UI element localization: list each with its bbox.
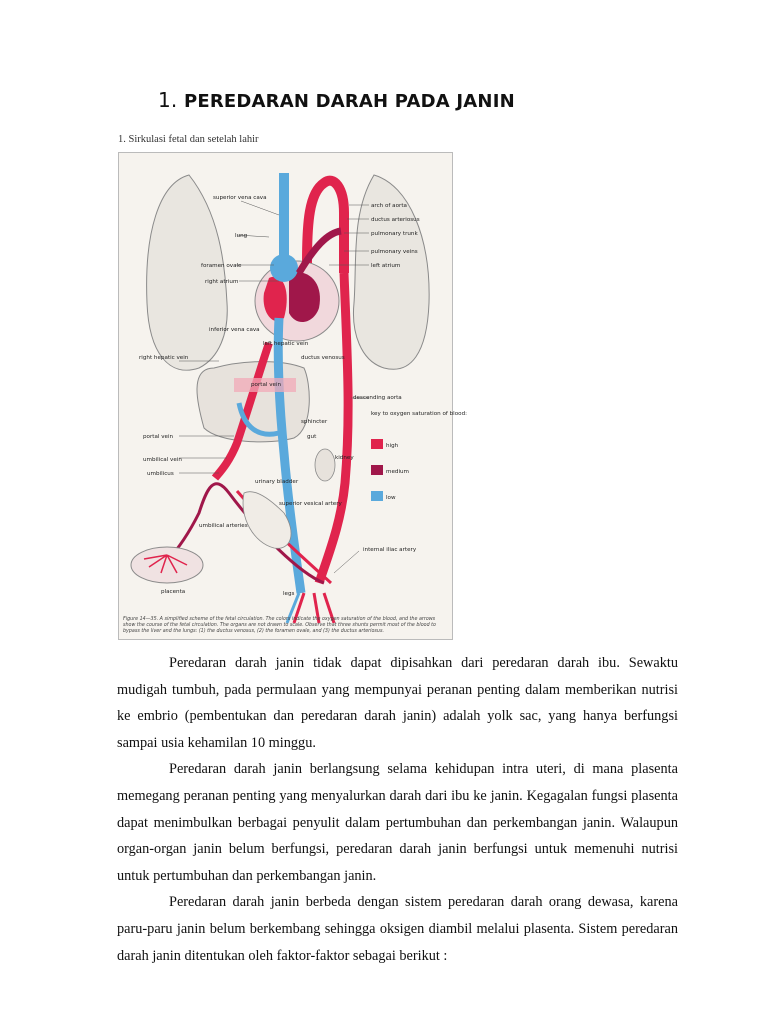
key-medium-swatch (371, 465, 383, 475)
paragraph: Peredaran darah janin tidak dapat dipisahkan dari peredaran darah ibu. Sewaktu mudigah tumbuh, pada permulaan yang mempunyai peranan penting dalam memberikan nutrisi ke embrio (pembentukan dan peredaran darah janin) adalah yolk sac, yang hanya berfungsi sampai usia kehamilan 10 minggu. (117, 655, 678, 751)
label-inferior-vena-cava: inferior vena cava (209, 327, 260, 333)
label-arch-of-aorta: arch of aorta (371, 203, 407, 209)
label-superior-vena-cava: superior vena cava (213, 195, 267, 201)
label-legs: legs (283, 591, 295, 597)
paragraph: Peredaran darah janin berbeda dengan sistem peredaran darah orang dewasa, karena paru-paru janin belum berkembang sehingga oksigen diambil melalui plasenta. Sistem peredaran darah janin ditentukan oleh faktor-faktor sebagai berikut : (117, 894, 678, 964)
heading-title: PEREDARAN DARAH PADA JANIN (183, 91, 515, 112)
label-pulmonary-veins: pulmonary veins (371, 249, 418, 255)
label-kidney: kidney (335, 455, 354, 461)
fetal-circulation-figure (118, 152, 468, 640)
label-foramen-ovale: foramen ovale (201, 263, 242, 269)
right-lung (147, 175, 228, 370)
label-key-title: key to oxygen saturation of blood: (371, 411, 468, 417)
label-portal-vein: portal vein (143, 434, 174, 440)
label-umbilical-arteries: umbilical arteries (199, 523, 248, 529)
fetal-circulation-diagram (119, 153, 468, 639)
aortic-arch (307, 181, 344, 273)
label-ductus-arteriosus: ductus arteriosus (371, 217, 420, 223)
label-placenta: placenta (161, 589, 186, 595)
label-descending-aorta: descending aorta (353, 395, 402, 401)
figure-caption: 1. Sirkulasi fetal dan setelah lahir (118, 134, 259, 145)
placenta (131, 547, 203, 583)
section-heading (158, 88, 515, 112)
figure-note: Figure 14—35. A simplified scheme of the fetal circulation. The colors indicate the oxygen saturation of the blood, and the arrows show the course of the fetal circulation. The organs are not drawn to scale. Observe that three shunts permit most of the blood to bypass the liver and the lungs: (1) the ductus venosus, (2) the foramen ovale, and (3) the ductus arteriosus. (123, 617, 436, 634)
label-internal-iliac-artery: internal iliac artery (363, 547, 417, 553)
label-umbilical-vein: umbilical vein (143, 457, 182, 463)
label-ductus-venosus: ductus venosus (301, 355, 345, 361)
label-right-hepatic-vein: right hepatic vein (139, 355, 189, 361)
label-right-atrium: right atrium (205, 279, 239, 285)
svg-text:superior vena cava (213, 195, 267, 201)
label-urinary-bladder: urinary bladder (255, 479, 299, 485)
label-left-atrium: left atrium (371, 263, 401, 269)
key-low-swatch (371, 491, 383, 501)
key-high-swatch (371, 439, 383, 449)
label-portal-vein-band: portal vein (251, 382, 282, 388)
label-key-low: low (386, 495, 396, 501)
label-key-high: high (386, 443, 399, 449)
label-sphincter: sphincter (301, 419, 328, 425)
label-lung: lung (235, 233, 248, 239)
label-left-hepatic-vein: left hepatic vein (263, 341, 309, 347)
label-superior-vesical-artery: superior vesical artery (279, 501, 342, 507)
label-umbilicus: umbilicus (147, 471, 174, 477)
paragraph: Peredaran darah janin berlangsung selama kehidupan intra uteri, di mana plasenta memegang peranan penting yang menyalurkan darah dari ibu ke janin. Kegagalan fungsi plasenta dapat menimbulkan berbagai penyulit dalam pertumbuhan dan perkembangan janin. Walaupun organ-organ janin belum berfungsi, peredaran darah janin berfungsi untuk memenuhi nutrisi untuk pertumbuhan dan perkembangan janin. (117, 761, 678, 884)
superior-vena-cava (279, 173, 289, 268)
label-gut: gut (307, 434, 317, 440)
heading-number: 1. (158, 88, 178, 112)
body-text (117, 650, 678, 969)
kidney (315, 449, 335, 481)
label-key-medium: medium (386, 469, 409, 475)
label-pulmonary-trunk: pulmonary trunk (371, 231, 418, 237)
